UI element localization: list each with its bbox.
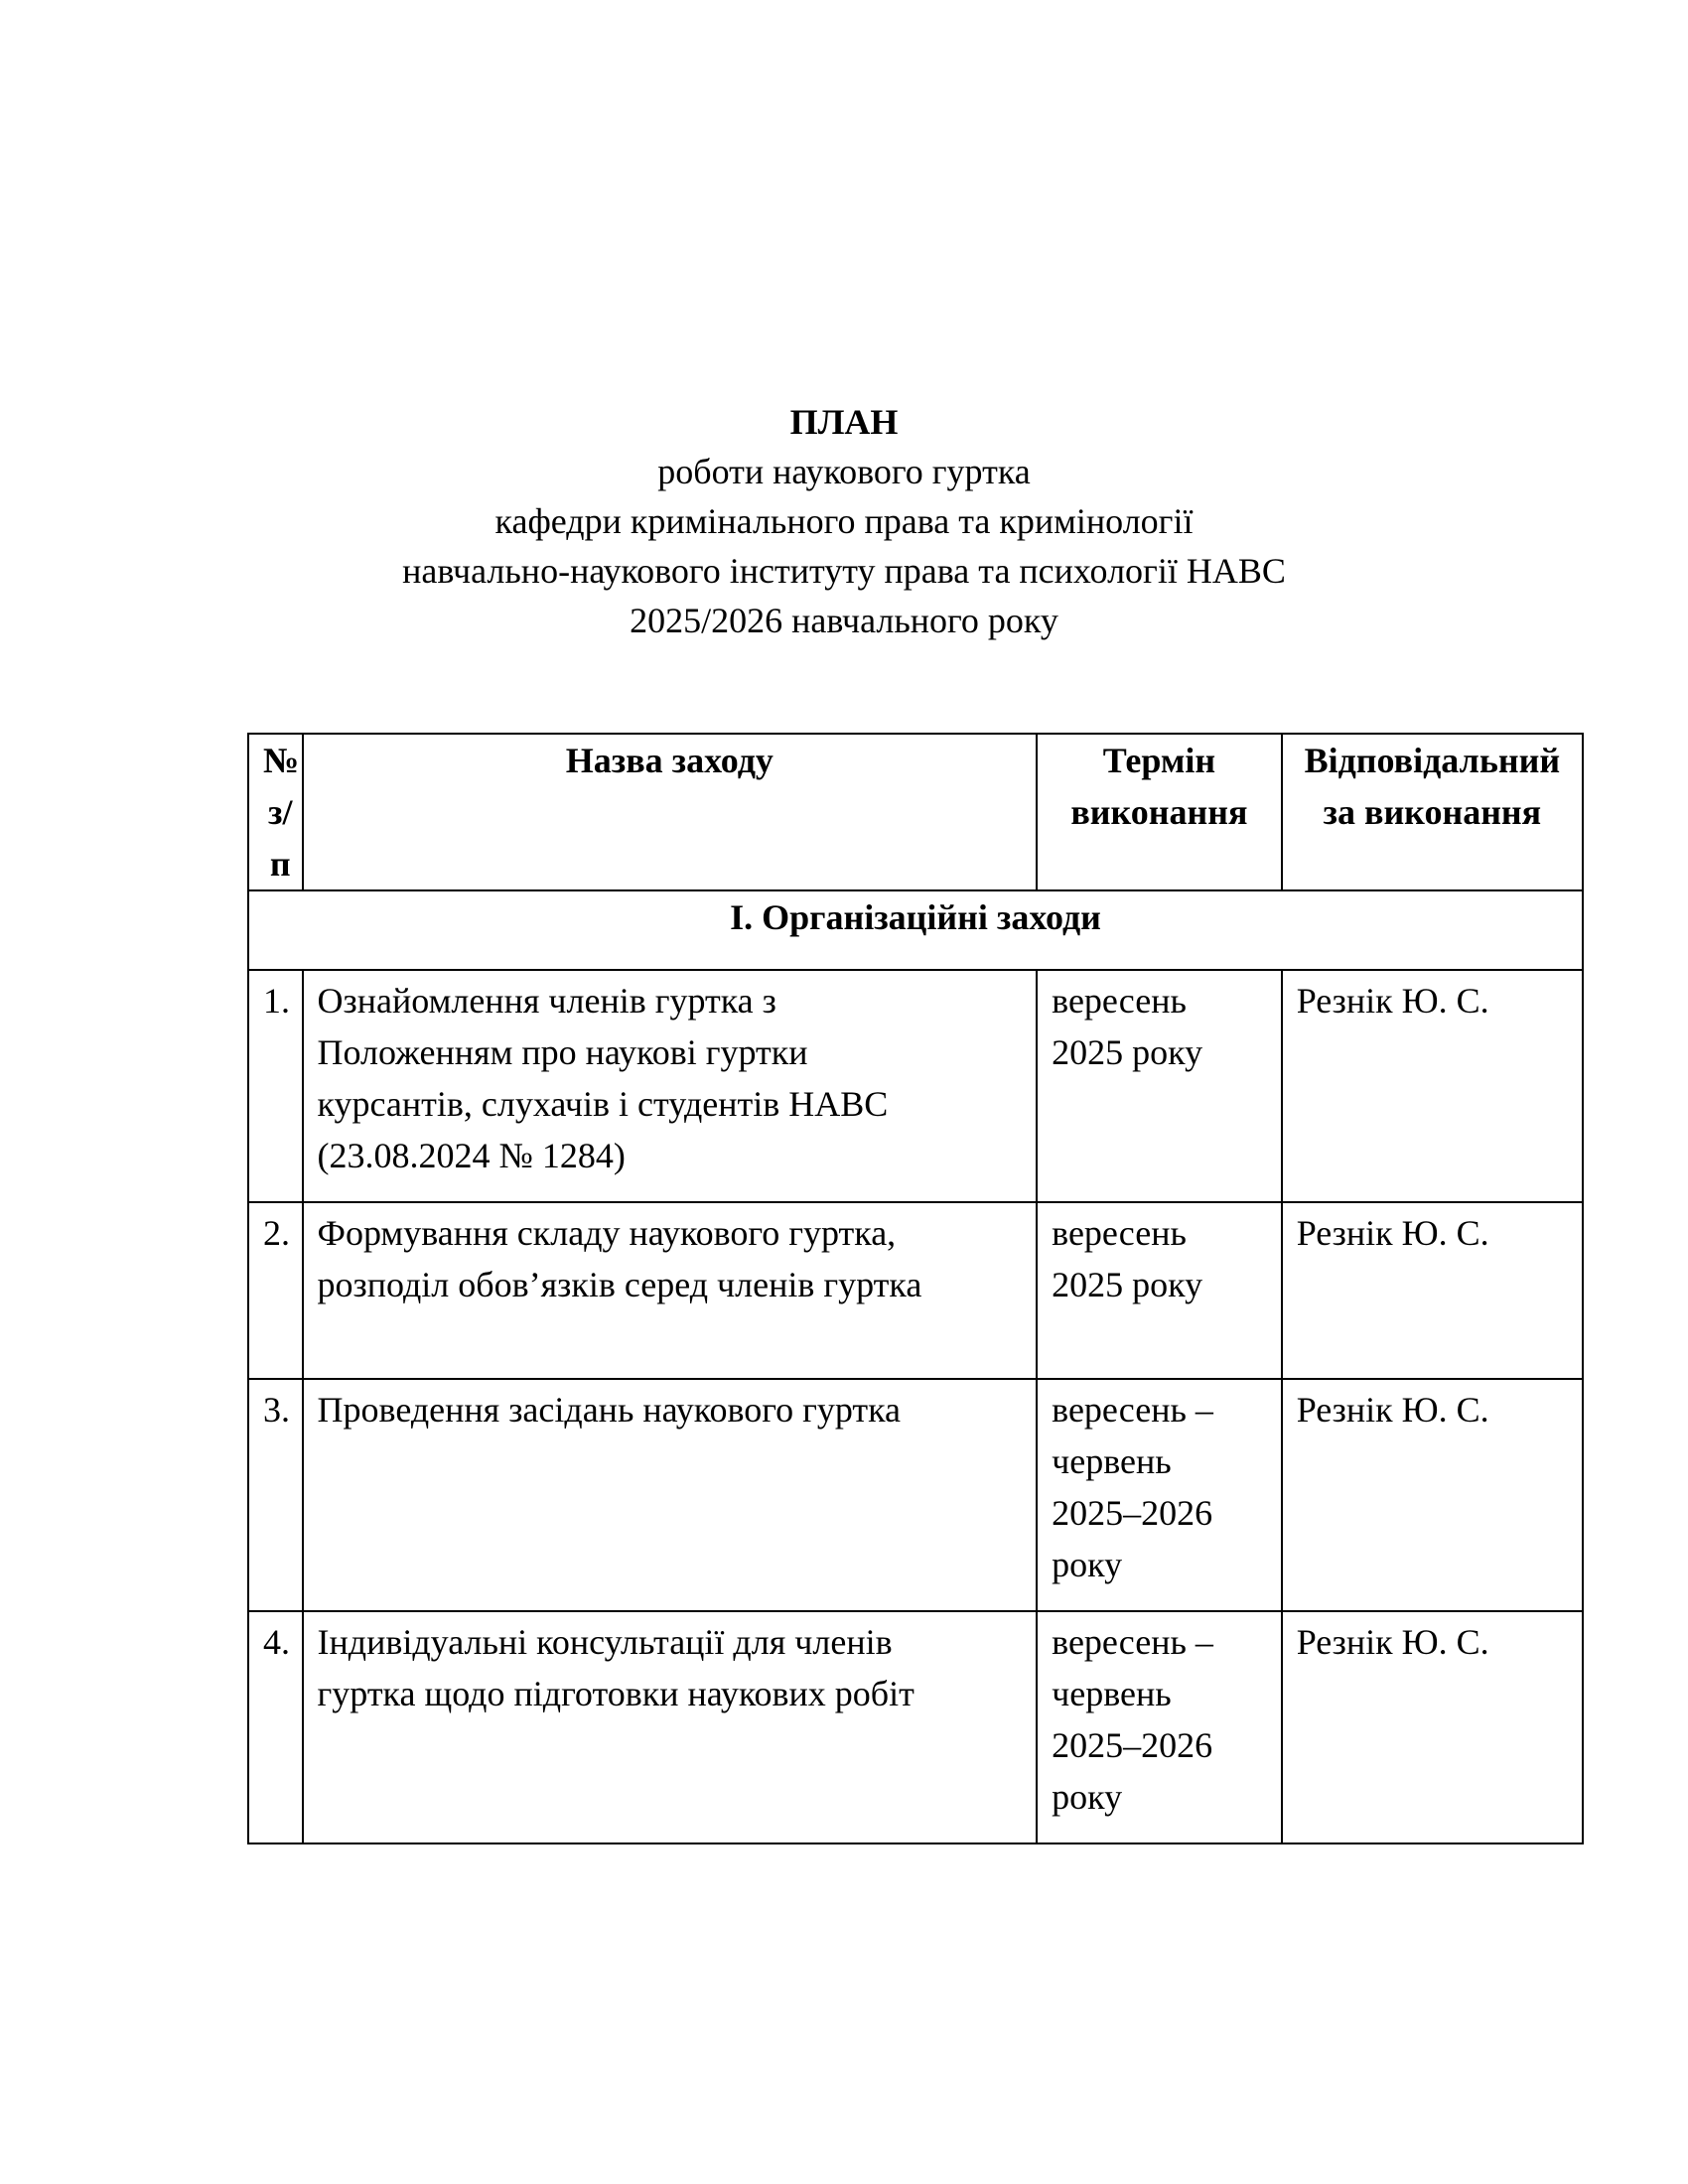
column-header-number-line2: з/п bbox=[268, 792, 293, 884]
row-term-line: 2025 року bbox=[1052, 1032, 1203, 1072]
row-term-line: червень bbox=[1052, 1441, 1172, 1481]
row-term bbox=[1037, 970, 1282, 1202]
column-header-term bbox=[1037, 734, 1282, 890]
row-number: 1. bbox=[248, 970, 303, 1202]
row-event-name-line: розподіл обов’язків серед членів гуртка bbox=[317, 1265, 922, 1304]
row-event-name bbox=[303, 1611, 1038, 1843]
row-term-line: червень bbox=[1052, 1674, 1172, 1713]
row-term-line: вересень – bbox=[1052, 1622, 1213, 1662]
row-term-line: 2025–2026 bbox=[1052, 1725, 1213, 1765]
row-term bbox=[1037, 1202, 1282, 1379]
row-term bbox=[1037, 1379, 1282, 1611]
row-term-line: вересень – bbox=[1052, 1390, 1213, 1430]
row-number: 2. bbox=[248, 1202, 303, 1379]
table-header-row bbox=[248, 734, 1583, 890]
row-event-name-line: Ознайомлення членів гуртка з bbox=[317, 981, 776, 1021]
row-event-name-line: Положенням про наукові гуртки bbox=[317, 1032, 808, 1072]
column-header-responsible-line2: за виконання bbox=[1323, 792, 1542, 832]
row-term bbox=[1037, 1611, 1282, 1843]
row-term-line: 2025–2026 bbox=[1052, 1493, 1213, 1533]
plan-table bbox=[247, 733, 1584, 1844]
row-event-name-line: Формування складу наукового гуртка, bbox=[317, 1213, 897, 1253]
table-row bbox=[248, 1611, 1583, 1843]
row-term-line: року bbox=[1052, 1777, 1123, 1817]
table-row bbox=[248, 1379, 1583, 1611]
column-header-number bbox=[248, 734, 303, 890]
section-row bbox=[248, 890, 1583, 970]
row-term-line: вересень bbox=[1052, 1213, 1187, 1253]
row-responsible: Резнік Ю. С. bbox=[1282, 1202, 1583, 1379]
table-row bbox=[248, 1202, 1583, 1379]
row-event-name-line: (23.08.2024 № 1284) bbox=[317, 1136, 626, 1175]
column-header-name-text: Назва заходу bbox=[565, 741, 774, 780]
row-responsible: Резнік Ю. С. bbox=[1282, 1611, 1583, 1843]
document-title: ПЛАН bbox=[789, 402, 899, 442]
heading-line-2: кафедри кримінального права та кримінології bbox=[494, 501, 1194, 541]
row-event-name bbox=[303, 970, 1038, 1202]
row-event-name-line: гуртка щодо підготовки наукових робіт bbox=[317, 1674, 914, 1713]
row-term-line: вересень bbox=[1052, 981, 1187, 1021]
row-event-name-line: Проведення засідань наукового гуртка bbox=[317, 1390, 902, 1430]
row-number: 4. bbox=[248, 1611, 303, 1843]
row-term-line: 2025 року bbox=[1052, 1265, 1203, 1304]
heading-line-1: роботи наукового гуртка bbox=[657, 452, 1031, 491]
heading-line-4: 2025/2026 навчального року bbox=[630, 601, 1058, 640]
table-row bbox=[248, 970, 1583, 1202]
row-term-line: року bbox=[1052, 1545, 1123, 1584]
heading-line-3: навчально-наукового інституту права та психології НАВС bbox=[402, 551, 1286, 591]
row-event-name-line: Індивідуальні консультації для членів bbox=[317, 1622, 893, 1662]
row-number: 3. bbox=[248, 1379, 303, 1611]
column-header-name bbox=[303, 734, 1038, 890]
column-header-responsible bbox=[1282, 734, 1583, 890]
row-event-name bbox=[303, 1202, 1038, 1379]
row-event-name-line: курсантів, слухачів і студентів НАВС bbox=[317, 1084, 889, 1124]
row-responsible: Резнік Ю. С. bbox=[1282, 1379, 1583, 1611]
column-header-number-line1: № bbox=[263, 741, 300, 780]
document-heading bbox=[0, 397, 1688, 645]
row-event-name bbox=[303, 1379, 1038, 1611]
section-title: І. Організаційні заходи bbox=[248, 890, 1583, 970]
column-header-term-line1: Термін bbox=[1102, 741, 1216, 780]
column-header-responsible-line1: Відповідальний bbox=[1304, 741, 1561, 780]
column-header-term-line2: виконання bbox=[1070, 792, 1248, 832]
row-responsible: Резнік Ю. С. bbox=[1282, 970, 1583, 1202]
